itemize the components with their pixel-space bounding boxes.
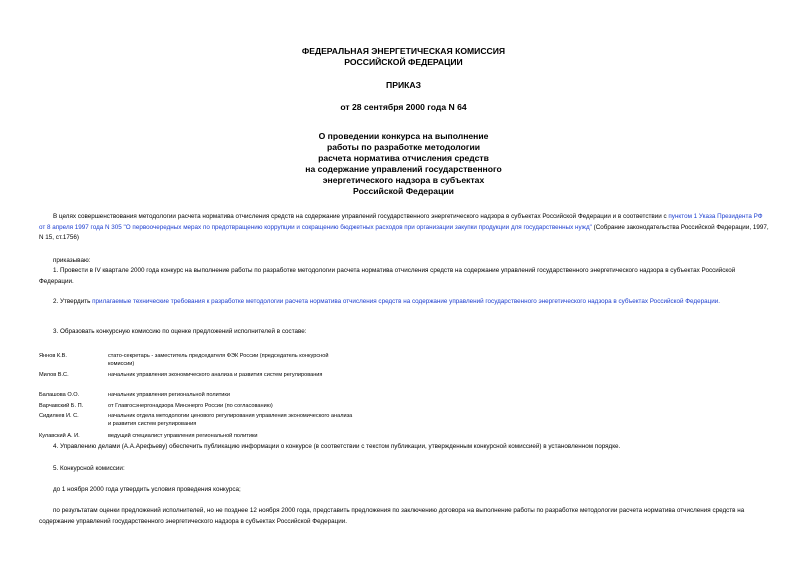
doc-title-line: работы по разработке методологии (326, 142, 481, 152)
member-name: Яннов К.В. (39, 353, 67, 359)
org-name-line1: ФЕДЕРАЛЬНАЯ ЭНЕРГЕТИЧЕСКАЯ КОМИССИЯ (301, 46, 506, 56)
doc-title-line: расчета норматива отчисления средств (318, 153, 489, 163)
member-name: Милов В.С. (39, 372, 69, 378)
doc-type: ПРИКАЗ (386, 80, 421, 90)
order-word: приказываю: (53, 257, 91, 264)
item-5: 5. Конкурсной комиссии: (53, 465, 125, 472)
member-name: Балашова О.О. (39, 392, 80, 398)
member-name: Варчавский Б. П. (39, 403, 84, 409)
intro-paragraph (39, 212, 769, 244)
member-role: начальник управления региональной политики (108, 392, 230, 398)
member-role: ведущий специалист управления региональной политики (108, 433, 258, 439)
item-2 (39, 297, 769, 308)
org-name-line2: РОССИЙСКОЙ ФЕДЕРАЦИИ (344, 57, 463, 67)
doc-date: от 28 сентября 2000 года N 64 (340, 102, 467, 112)
intro-text: В целях совершенствования методологии расчета норматива отчисления средств на содержание управлений государственного энергетического надзора в субъектах Российской Федерации и в соответствии с (53, 213, 667, 220)
member-role: от Главгосэнергонадзора Минэнерго России (по согласованию) (108, 403, 273, 409)
doc-title-line: Российской Федерации (353, 186, 454, 196)
member-role: начальник управления экономического анализа и развития систем регулирования (108, 372, 323, 378)
member-name: Сидилкев И. С. (39, 413, 79, 419)
doc-title-line: энергетического надзора в субъектах (322, 175, 485, 185)
requirements-link[interactable]: прилагаемые технические требования к разработке методологии расчета норматива отчисления средств на содержание управлений государственного энергетического надзора в субъектах Российской Федерации. (92, 298, 720, 305)
member-role: начальник отдела методологии ценового регулирования управления экономического анализа и развития систем регулирования (108, 413, 353, 428)
item-1: 1. Провести в IV квартале 2000 года конкурс на выполнение работы по разработке методологии расчета норматива отчисления средств на содержание управлений государственного энергетического надзора в субъектах Российской Федерации. (39, 267, 736, 285)
item-2-prefix: 2. Утвердить (53, 298, 91, 305)
doc-title-line: О проведении конкурса на выполнение (318, 131, 489, 141)
item-3: 3. Образовать конкурсную комиссию по оценке предложений исполнителей в составе: (53, 328, 307, 335)
member-role: стато-секретарь - заместитель председателя ФЭК России (председатель конкурсной комиссии) (108, 353, 329, 368)
intro-source: (Собрание законодательства Российской Федерации, 1997, N 15, ст.1756) (39, 223, 769, 241)
doc-title-line: на содержание управлений государственного (305, 164, 502, 174)
item-4: 4. Управлению делами (А.А.Арефьеву) обеспечить публикацию информации о конкурсе (в соответствии с текстом публикации, утвержденным конкурсной комиссией) в установленном порядке. (53, 443, 621, 450)
decree-link[interactable]: пунктом 1 Указа Президента РФ от 8 апреля 1997 года N 305 "О первоочередных мерах по предотвращению коррупции и сокращению бюджетных расходов при организации закупки продукции для государственных нужд" (39, 213, 763, 231)
member-name: Кулавский А. И. (39, 433, 80, 439)
item-5b: по результатам оценки предложений исполнителей, но не позднее 12 ноября 2000 года, представить предложения по заключению договора на выполнение работы по разработке методологии расчета норматива отчисления средств на содержание управлений государственного энергетического надзора в субъектах Российской Федерации. (39, 507, 745, 525)
item-5a: до 1 ноября 2000 года утвердить условия проведения конкурса; (53, 486, 241, 493)
